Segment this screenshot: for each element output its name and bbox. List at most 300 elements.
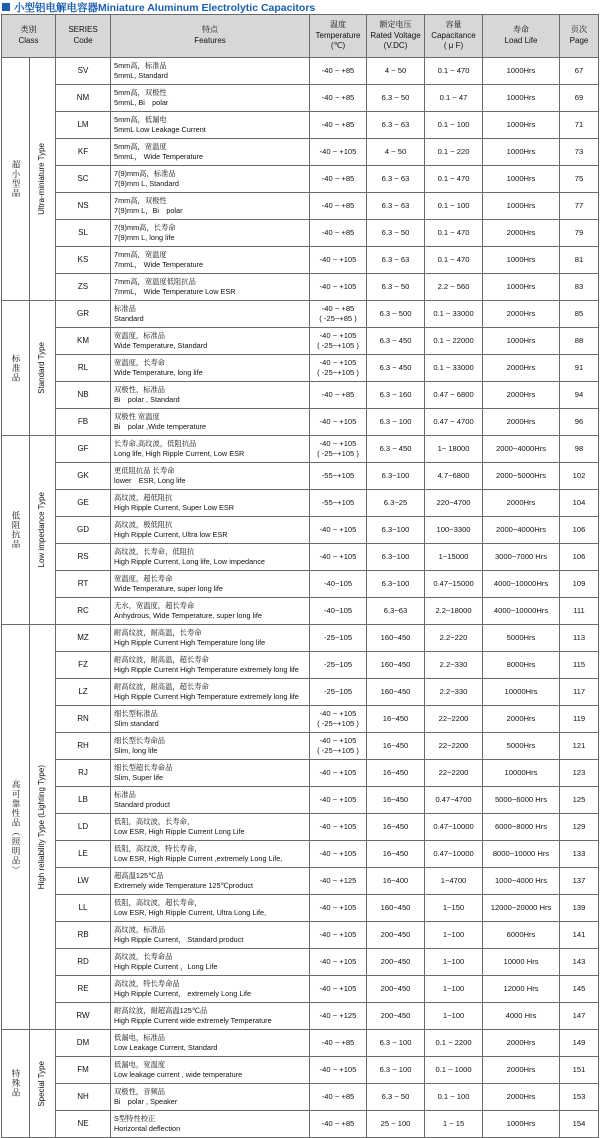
class-cn-label: 特殊品: [11, 1069, 22, 1098]
series-code: GR: [56, 301, 111, 328]
page-cell: 94: [560, 382, 599, 409]
temperature-cell: [310, 301, 367, 328]
feature-en: High Ripple Current， Standard product: [114, 935, 244, 944]
capacitance-cell: 0.1 ~ 2200: [425, 1030, 483, 1057]
temperature-cell: [310, 922, 367, 949]
temperature-cell: [310, 1057, 367, 1084]
capacitance-cell: 2.2~18000: [425, 598, 483, 625]
feature-cn: 标准品: [114, 790, 136, 800]
page-cell: 154: [560, 1111, 599, 1138]
temperature-value: -40 ~ +85: [321, 1038, 355, 1048]
features-cell: [111, 490, 310, 517]
series-code: RD: [56, 949, 111, 976]
rated-voltage-cell: 16~400: [367, 868, 425, 895]
features-cell: [111, 85, 310, 112]
series-code: GE: [56, 490, 111, 517]
series-code: GF: [56, 436, 111, 463]
rated-voltage-cell: 6.3 ~ 63: [367, 112, 425, 139]
temperature-value: -40 ~ +85: [321, 390, 355, 400]
table-row: [2, 841, 599, 868]
class-cn-cell: [2, 301, 30, 436]
page-cell: 79: [560, 220, 599, 247]
page-cell: 96: [560, 409, 599, 436]
rated-voltage-cell: 6.3~63: [367, 598, 425, 625]
rated-voltage-cell: 6.3~25: [367, 490, 425, 517]
page-cell: 67: [560, 58, 599, 85]
feature-en: 5mmL， Wide Temperature: [114, 152, 204, 161]
header-class: 类别 Class: [2, 15, 56, 58]
feature-en: Slim standard: [114, 719, 159, 728]
load-life-cell: 1000Hrs: [483, 58, 560, 85]
page-cell: 141: [560, 922, 599, 949]
feature-en: Anhydrous, Wide Temperature, super long life: [114, 611, 262, 620]
temperature-cell: [310, 58, 367, 85]
features-cell: [111, 733, 310, 760]
table-row: [2, 976, 599, 1003]
series-code: RB: [56, 922, 111, 949]
capacitance-cell: 0.1 ~ 33000: [425, 301, 483, 328]
feature-en: High Ripple Current ，Long Life: [114, 962, 218, 971]
capacitance-cell: 0.47~15000: [425, 571, 483, 598]
feature-en: High Ripple Current High Temperature extremely long life: [114, 692, 299, 701]
feature-en: 5mmL, Standard: [114, 71, 168, 80]
capacitance-cell: 0.1 ~ 1000: [425, 1057, 483, 1084]
feature-en: Long life, High Ripple Current, Low ESR: [114, 449, 245, 458]
class-cn-label: 高可靠性品（照明品）: [11, 779, 22, 875]
rated-voltage-cell: 200~450: [367, 949, 425, 976]
load-life-cell: 10000Hrs: [483, 760, 560, 787]
series-code: KS: [56, 247, 111, 274]
temperature-value: -40 ~ +85: [321, 304, 355, 314]
load-life-cell: 10000 Hrs: [483, 949, 560, 976]
series-code: SC: [56, 166, 111, 193]
feature-en: Bi polar ,Wide temperature: [114, 422, 207, 431]
temperature-value: -40 ~ +125: [319, 1011, 357, 1021]
rated-voltage-cell: 160~450: [367, 652, 425, 679]
load-life-cell: 1000Hrs: [483, 112, 560, 139]
feature-en: Wide Temperature, super long life: [114, 584, 223, 593]
feature-cn: 长寿命,高纹波，低阻抗品: [114, 439, 197, 449]
feature-en: High Ripple Current High Temperature extremely long life: [114, 665, 299, 674]
rated-voltage-cell: 200~450: [367, 1003, 425, 1030]
features-cell: [111, 895, 310, 922]
rated-voltage-cell: 16~450: [367, 841, 425, 868]
class-en-cell: [30, 301, 56, 436]
header-temperature: 温度 Temperature (℃): [310, 15, 367, 58]
table-row: [2, 679, 599, 706]
header-rated-voltage: 额定电压 Rated Voltage (V.DC): [367, 15, 425, 58]
load-life-cell: 2000Hrs: [483, 1084, 560, 1111]
series-code: LL: [56, 895, 111, 922]
temperature-value: -40 ~ +85: [321, 174, 355, 184]
temperature-cell: [310, 679, 367, 706]
capacitance-cell: 0.1 ~ 220: [425, 139, 483, 166]
table-row: [2, 301, 599, 328]
series-code: RC: [56, 598, 111, 625]
series-code: RN: [56, 706, 111, 733]
table-row: [2, 733, 599, 760]
temperature-cell: [310, 949, 367, 976]
feature-en: Low Leakage Current, Standard: [114, 1043, 218, 1052]
feature-cn: 7mm高，双极性: [114, 196, 167, 206]
load-life-cell: 1000Hrs: [483, 85, 560, 112]
page-cell: 113: [560, 625, 599, 652]
series-code: ZS: [56, 274, 111, 301]
feature-cn: 无水，宽温度，超长寿命: [114, 601, 195, 611]
rated-voltage-cell: 6.3 ~ 63: [367, 247, 425, 274]
table-row: [2, 544, 599, 571]
temperature-cell: [310, 382, 367, 409]
temperature-value: -40 ~ +85: [321, 120, 355, 130]
load-life-cell: 1000Hrs: [483, 1111, 560, 1138]
page-cell: 125: [560, 787, 599, 814]
rated-voltage-cell: 16~450: [367, 706, 425, 733]
load-life-cell: 10000Hrs: [483, 679, 560, 706]
title-bar: [2, 1, 315, 13]
rated-voltage-cell: 160~450: [367, 679, 425, 706]
series-code: DM: [56, 1030, 111, 1057]
rated-voltage-cell: 25 ~ 100: [367, 1111, 425, 1138]
page-cell: 91: [560, 355, 599, 382]
temperature-value: -40~105: [323, 579, 353, 589]
rated-voltage-cell: 4 ~ 50: [367, 58, 425, 85]
temperature-cell: [310, 598, 367, 625]
load-life-cell: 1000Hrs: [483, 274, 560, 301]
temperature-value: -40 ~ +105: [319, 552, 357, 562]
feature-cn: 细长型长寿命品: [114, 736, 166, 746]
temperature-cell: [310, 976, 367, 1003]
load-life-cell: 8000Hrs: [483, 652, 560, 679]
feature-cn: 高纹波，超低阻抗: [114, 493, 173, 503]
temperature-cell: [310, 112, 367, 139]
rated-voltage-cell: 6.3 ~ 50: [367, 274, 425, 301]
feature-en: Low ESR, High Ripple Current ,extremely Long Life,: [114, 854, 283, 863]
page-cell: 115: [560, 652, 599, 679]
temperature-value: -25~105: [323, 660, 353, 670]
temperature-value: -40~105: [323, 606, 353, 616]
series-code: SL: [56, 220, 111, 247]
page-cell: 106: [560, 544, 599, 571]
header-page: 页次 Page: [560, 15, 599, 58]
table-row: [2, 895, 599, 922]
table-row: [2, 58, 599, 85]
page-cell: 153: [560, 1084, 599, 1111]
temperature-alt-value: ( -25~+105 ): [317, 449, 359, 458]
features-cell: [111, 625, 310, 652]
features-cell: [111, 1111, 310, 1138]
features-cell: [111, 976, 310, 1003]
series-code: KF: [56, 139, 111, 166]
temperature-value: -40 ~ +105: [319, 849, 357, 859]
feature-en: 7mmL， Wide Temperature: [114, 260, 204, 269]
load-life-cell: 1000Hrs: [483, 328, 560, 355]
header-capacitance: 容量 Capacitance ( μ F): [425, 15, 483, 58]
temperature-value: -40 ~ +105: [319, 417, 357, 427]
temperature-alt-value: ( -25~+105 ): [317, 341, 359, 350]
table-row: [2, 166, 599, 193]
temperature-value: -40 ~ +105: [319, 903, 357, 913]
feature-en: 7(9)mm L, Standard: [114, 179, 179, 188]
temperature-cell: [310, 868, 367, 895]
page-cell: 69: [560, 85, 599, 112]
features-cell: [111, 166, 310, 193]
capacitance-cell: 0.1 ~ 470: [425, 58, 483, 85]
feature-en: Low leakage current , wide temperature: [114, 1070, 243, 1079]
class-en-label: High reliability Type (Lighting Type): [37, 764, 47, 890]
load-life-cell: 2000Hrs: [483, 301, 560, 328]
feature-cn: 耐高纹波，耐高温，超长寿命: [114, 655, 209, 665]
header-load-life: 寿命 Load Life: [483, 15, 560, 58]
page-cell: 75: [560, 166, 599, 193]
rated-voltage-cell: 160~450: [367, 895, 425, 922]
page-cell: 83: [560, 274, 599, 301]
capacitance-cell: 0.1 ~ 22000: [425, 328, 483, 355]
temperature-cell: [310, 85, 367, 112]
rated-voltage-cell: 6.3 ~ 450: [367, 355, 425, 382]
feature-en: Wide Temperature, long life: [114, 368, 203, 377]
table-row: [2, 463, 599, 490]
page-cell: 145: [560, 976, 599, 1003]
temperature-cell: [310, 247, 367, 274]
feature-cn: 高纹波，极低阻抗: [114, 520, 173, 530]
capacitance-cell: 0.1 ~ 470: [425, 247, 483, 274]
class-en-cell: [30, 1030, 56, 1138]
feature-cn: 更低阻抗品 长寿命: [114, 466, 175, 476]
temperature-value: -40 ~ +105: [319, 795, 357, 805]
load-life-cell: 6000~8000 Hrs: [483, 814, 560, 841]
temperature-value: -40 ~ +85: [321, 201, 355, 211]
series-code: LZ: [56, 679, 111, 706]
temperature-value: -40 ~ +105: [319, 709, 357, 719]
load-life-cell: 2000Hrs: [483, 1030, 560, 1057]
feature-cn: 高纹波，长寿命品: [114, 952, 173, 962]
features-cell: [111, 841, 310, 868]
temperature-alt-value: ( -25~+85 ): [319, 314, 357, 323]
capacitance-cell: 1~ 18000: [425, 436, 483, 463]
temperature-value: -40 ~ +105: [319, 147, 357, 157]
features-cell: [111, 328, 310, 355]
feature-en: Standard: [114, 314, 144, 323]
load-life-cell: 2000Hrs: [483, 382, 560, 409]
feature-cn: 低漏电，宽温度: [114, 1060, 166, 1070]
features-cell: [111, 463, 310, 490]
series-code: FM: [56, 1057, 111, 1084]
table-row: [2, 220, 599, 247]
temperature-cell: [310, 733, 367, 760]
features-cell: [111, 949, 310, 976]
rated-voltage-cell: 6.3 ~ 450: [367, 436, 425, 463]
temperature-cell: [310, 166, 367, 193]
table-row: [2, 814, 599, 841]
temperature-cell: [310, 328, 367, 355]
temperature-value: -40 ~ +85: [321, 66, 355, 76]
rated-voltage-cell: 6.3 ~ 100: [367, 1057, 425, 1084]
class-cn-label: 超小型品: [11, 160, 22, 198]
temperature-cell: [310, 1084, 367, 1111]
features-cell: [111, 247, 310, 274]
page-cell: 147: [560, 1003, 599, 1030]
series-code: RL: [56, 355, 111, 382]
temperature-value: -40 ~ +105: [319, 957, 357, 967]
rated-voltage-cell: 16~450: [367, 733, 425, 760]
series-code: NB: [56, 382, 111, 409]
temperature-cell: [310, 625, 367, 652]
capacitance-cell: 1~4700: [425, 868, 483, 895]
load-life-cell: 6000Hrs: [483, 922, 560, 949]
features-cell: [111, 1003, 310, 1030]
temperature-cell: [310, 517, 367, 544]
capacitance-cell: 0.1 ~ 470: [425, 166, 483, 193]
table-row: [2, 355, 599, 382]
temperature-cell: [310, 652, 367, 679]
capacitance-cell: 1~100: [425, 922, 483, 949]
capacitance-cell: 0.1 ~ 100: [425, 1084, 483, 1111]
capacitance-cell: 4.7~6800: [425, 463, 483, 490]
series-code: LE: [56, 841, 111, 868]
page-cell: 81: [560, 247, 599, 274]
temperature-cell: [310, 193, 367, 220]
load-life-cell: 4000~10000Hrs: [483, 571, 560, 598]
page-cell: 88: [560, 328, 599, 355]
page-cell: 71: [560, 112, 599, 139]
load-life-cell: 2000~4000Hrs: [483, 517, 560, 544]
page-cell: 139: [560, 895, 599, 922]
page-cell: 123: [560, 760, 599, 787]
features-cell: [111, 436, 310, 463]
feature-en: Slim, Super life: [114, 773, 164, 782]
page-cell: 73: [560, 139, 599, 166]
features-cell: [111, 58, 310, 85]
feature-en: 5mmL Low Leakage Current: [114, 125, 206, 134]
capacitance-cell: 1~100: [425, 976, 483, 1003]
table-row: [2, 490, 599, 517]
feature-cn: 细长型标准品: [114, 709, 158, 719]
capacitance-cell: 1~150: [425, 895, 483, 922]
features-cell: [111, 679, 310, 706]
features-cell: [111, 868, 310, 895]
feature-cn: 宽温度，超长寿命: [114, 574, 173, 584]
capacitance-cell: 1~100: [425, 949, 483, 976]
feature-en: Bi polar , Standard: [114, 395, 180, 404]
feature-en: Low ESR, High Ripple Current, Ultra Long Life,: [114, 908, 267, 917]
temperature-alt-value: ( -25~+105 ): [317, 746, 359, 755]
temperature-value: -40 ~ +105: [319, 282, 357, 292]
table-row: [2, 598, 599, 625]
temperature-value: -40 ~ +105: [319, 736, 357, 746]
page-cell: 151: [560, 1057, 599, 1084]
series-code: RS: [56, 544, 111, 571]
capacitance-cell: 2.2 ~ 560: [425, 274, 483, 301]
capacitance-cell: 0.47~4700: [425, 787, 483, 814]
rated-voltage-cell: 6.3 ~ 100: [367, 1030, 425, 1057]
rated-voltage-cell: 6.3~100: [367, 517, 425, 544]
feature-en: High Ripple Current, Ultra low ESR: [114, 530, 228, 539]
class-en-label: Ultra-miniature Type: [37, 143, 47, 215]
temperature-cell: [310, 1030, 367, 1057]
table-row: [2, 139, 599, 166]
feature-cn: 双极性 宽温度: [114, 412, 160, 422]
feature-en: 5mmL, Bi polar: [114, 98, 169, 107]
feature-cn: 5mm高，低漏电: [114, 115, 167, 125]
load-life-cell: 5000~6000 Hrs: [483, 787, 560, 814]
features-cell: [111, 760, 310, 787]
page-cell: 143: [560, 949, 599, 976]
rated-voltage-cell: 6.3 ~ 63: [367, 193, 425, 220]
temperature-value: -40 ~ +105: [319, 525, 357, 535]
feature-cn: 耐高纹波，耐超高温125℃品: [114, 1006, 208, 1016]
table-row: [2, 1030, 599, 1057]
feature-en: Slim, long life: [114, 746, 158, 755]
page-cell: 129: [560, 814, 599, 841]
title-square-icon: [2, 3, 10, 11]
series-code: GD: [56, 517, 111, 544]
series-code: LB: [56, 787, 111, 814]
temperature-value: -40 ~ +105: [319, 1065, 357, 1075]
feature-cn: 5mm高，宽温度: [114, 142, 167, 152]
feature-cn: 7(9)mm高，长寿命: [114, 223, 176, 233]
table-row: [2, 436, 599, 463]
table-row: [2, 571, 599, 598]
features-cell: [111, 1084, 310, 1111]
capacitance-cell: 0.1 ~ 100: [425, 193, 483, 220]
series-code: RT: [56, 571, 111, 598]
rated-voltage-cell: 16~450: [367, 787, 425, 814]
capacitance-cell: 0.1 ~ 470: [425, 220, 483, 247]
features-cell: [111, 1057, 310, 1084]
feature-en: Bi polar , Speaker: [114, 1097, 178, 1106]
page-cell: 117: [560, 679, 599, 706]
feature-en: High Ripple Current wide extremely Temperature: [114, 1016, 272, 1025]
header-features: 特点 Features: [111, 15, 310, 58]
temperature-value: -40 ~ +105: [319, 930, 357, 940]
class-en-cell: [30, 58, 56, 301]
rated-voltage-cell: 200~450: [367, 922, 425, 949]
load-life-cell: 2000Hrs: [483, 409, 560, 436]
features-cell: [111, 112, 310, 139]
capacitance-cell: 22~2200: [425, 706, 483, 733]
rated-voltage-cell: 6.3 ~ 450: [367, 328, 425, 355]
page-title: 小型铝电解电容器Miniature Aluminum Electrolytic Capacitors: [14, 1, 316, 14]
temperature-cell: [310, 463, 367, 490]
temperature-cell: [310, 409, 367, 436]
feature-cn: 低阻，高纹波，长寿命，: [114, 817, 195, 827]
series-code: NE: [56, 1111, 111, 1138]
series-code: RJ: [56, 760, 111, 787]
table-row: [2, 652, 599, 679]
series-code: FZ: [56, 652, 111, 679]
rated-voltage-cell: 6.3 ~ 63: [367, 166, 425, 193]
temperature-value: -40 ~ +105: [319, 255, 357, 265]
page-cell: 85: [560, 301, 599, 328]
temperature-alt-value: ( -25~+105 ): [317, 368, 359, 377]
features-cell: [111, 544, 310, 571]
series-code: RE: [56, 976, 111, 1003]
temperature-value: -40 ~ +85: [321, 93, 355, 103]
series-code: KM: [56, 328, 111, 355]
feature-en: lower ESR, Long life: [114, 476, 186, 485]
table-row: [2, 85, 599, 112]
table-row: [2, 625, 599, 652]
load-life-cell: 4000~10000Hrs: [483, 598, 560, 625]
feature-cn: 低阻，高纹波，特长寿命，: [114, 844, 202, 854]
capacitor-series-table: [1, 14, 599, 1138]
temperature-value: -40 ~ +105: [319, 439, 357, 449]
class-cn-label: 标准品: [11, 353, 22, 383]
rated-voltage-cell: 160~450: [367, 625, 425, 652]
temperature-value: -40 ~ +105: [319, 984, 357, 994]
feature-cn: 标准品: [114, 304, 136, 314]
rated-voltage-cell: 6.3~100: [367, 544, 425, 571]
